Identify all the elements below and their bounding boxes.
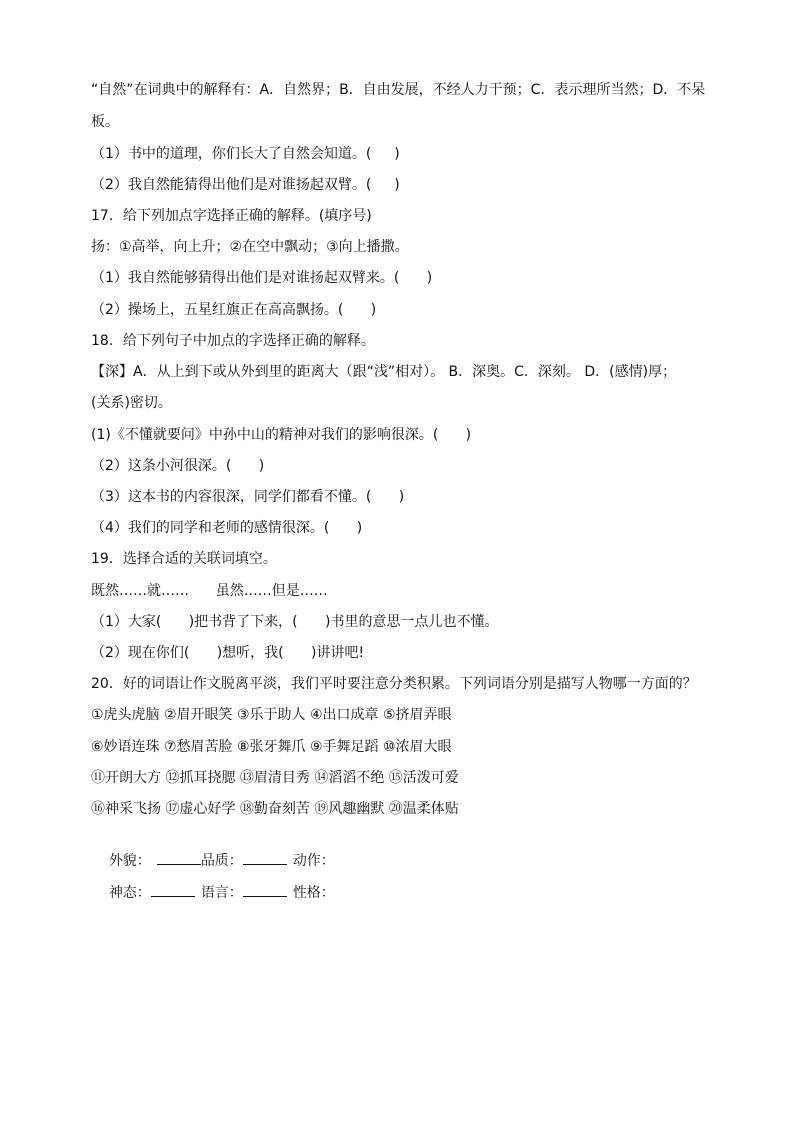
q18-item-1: (1)《不懂就要问》中孙中山的精神对我们的影响很深。( ) (91, 427, 472, 443)
q18-item-3: （3）这本书的内容很深，同学们都看不懂。( ) (91, 489, 405, 505)
q18-def-line1: 【深】A．从上到下或从外到里的距离大（跟“浅”相对）。 B．深奥。C．深刻。 D．(感情)厚； (91, 364, 677, 380)
q20-words-row2: ⑥妙语连珠 ⑦愁眉苦脸 ⑧张牙舞爪 ⑨手舞足蹈 ⑩浓眉大眼 (91, 739, 452, 755)
blank-language[interactable] (243, 882, 287, 897)
q20-words-row3: ⑪开朗大方 ⑫抓耳挠腮 ⑬眉清目秀 ⑭滔滔不绝 ⑮活泼可爱 (91, 770, 459, 786)
q16-intro-line1: “自然”在词典中的解释有：A．自然界；B．自由发展，不经人力干预；C．表示理所当然；D．不呆 (91, 82, 706, 98)
label-action: 动作： (292, 853, 335, 869)
q20-words-row4: ⑯神采飞扬 ⑰虚心好学 ⑱勤奋刻苦 ⑲风趣幽默 ⑳温柔体贴 (91, 801, 459, 817)
label-quality: 品质： (200, 853, 243, 869)
q16-item-2: （2）我自然能猜得出他们是对谁扬起双臂。( ) (91, 177, 400, 193)
label-personality: 性格： (292, 885, 335, 901)
label-expression: 神态： (108, 885, 151, 901)
q16-intro-line2: 板。 (91, 114, 119, 130)
q20-answer-row2 (91, 862, 335, 923)
q18-title: 18．给下列句子中加点的字选择正确的解释。 (91, 333, 375, 349)
q20-words-row1: ①虎头虎脑 ②眉开眼笑 ③乐于助人 ④出口成章 ⑤挤眉弄眼 (91, 707, 452, 723)
q18-def-line2: (关系)密切。 (91, 395, 172, 411)
q19-title: 19．选择合适的关联词填空。 (91, 551, 277, 567)
label-language: 语言： (200, 885, 243, 901)
q17-item-2: （2）操场上，五星红旗正在高高飘扬。( ) (91, 302, 377, 318)
q18-item-4: （4）我们的同学和老师的感情很深。( ) (91, 520, 363, 536)
q19-options: 既然……就…… 虽然……但是…… (91, 583, 328, 599)
q16-item-1: （1）书中的道理，你们长大了自然会知道。( ) (91, 146, 400, 162)
q17-options: 扬：①高举，向上升；②在空中飘动；③向上播撒。 (91, 239, 409, 255)
q19-item-2: （2）现在你们( )想听，我( )讲讲吧! (91, 645, 365, 661)
q20-title: 20．好的词语让作文脱离平淡，我们平时要注意分类积累。下列词语分别是描写人物哪一方面的？ (91, 676, 697, 692)
q18-item-2: （2）这条小河很深。( ) (91, 458, 265, 474)
blank-expression[interactable] (151, 882, 195, 897)
q17-item-1: （1）我自然能够猜得出他们是对谁扬起双臂来。( ) (91, 270, 433, 286)
label-appearance: 外貌： (108, 853, 151, 869)
q17-title: 17．给下列加点字选择正确的解释。(填序号) (91, 208, 372, 224)
q19-item-1: （1）大家( )把书背了下来，( )书里的意思一点儿也不懂。 (91, 614, 499, 630)
